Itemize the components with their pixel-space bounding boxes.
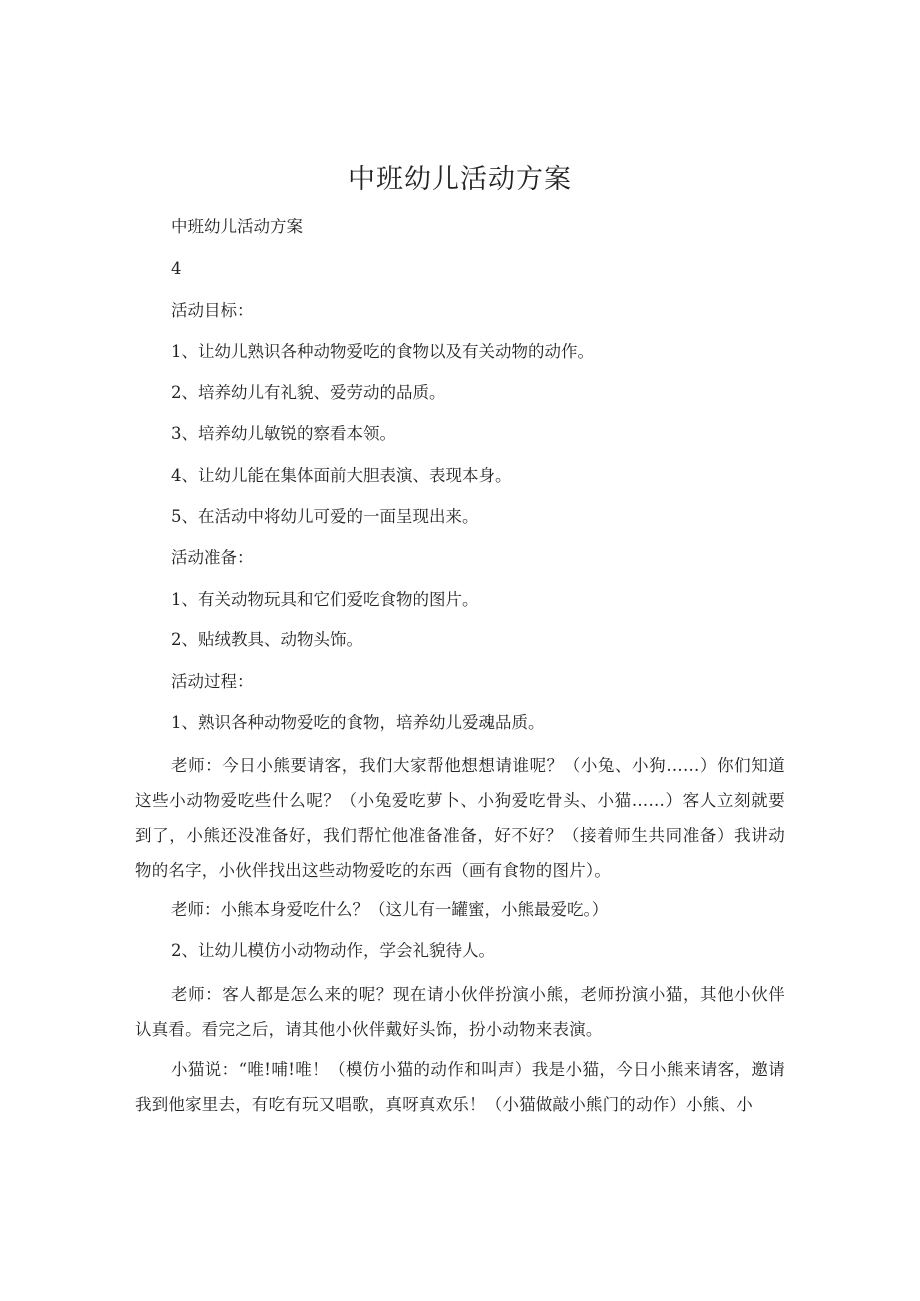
document-title: 中班幼儿活动方案	[348, 164, 572, 195]
process-heading: 活动过程：	[171, 672, 254, 691]
goal-item: 1、让幼儿熟识各种动物爱吃的食物以及有关动物的动作。	[171, 342, 594, 361]
goal-item: 4、让幼儿能在集体面前大胆表演、表现本身。	[171, 466, 512, 485]
goal-item: 2、培养幼儿有礼貌、爱劳动的品质。	[171, 383, 446, 402]
document-subtitle: 中班幼儿活动方案	[171, 217, 303, 236]
goals-heading: 活动目标：	[171, 301, 254, 320]
teacher-paragraph-3: 老师：客人都是怎么来的呢？现在请小伙伴扮演小熊，老师扮演小猫，其他小伙伴认真看。看完之后，请其他小伙伴戴好头饰，扮小动物来表演。	[135, 985, 785, 1039]
cat-paragraph: 小猫说：“唯!哺!唯！（模仿小猫的动作和叫声）我是小猫，今日小熊来请客，邀请我到他家里去，有吃有玩又唱歌，真呀真欢乐！（小猫做敲小熊门的动作）小熊、小	[135, 1060, 785, 1114]
teacher-paragraph-2: 老师：小熊本身爱吃什么？（这儿有一罐蜜，小熊最爱吃。）	[171, 900, 609, 919]
process-step-1: 1、熟识各种动物爱吃的食物，培养幼儿爱魂品质。	[171, 713, 545, 732]
goal-item: 5、在活动中将幼儿可爱的一面呈现出来。	[171, 507, 479, 526]
teacher-paragraph-1: 老师：今日小熊要请客，我们大家帮他想想请谁呢？（小兔、小狗……）你们知道这些小动物爱吃些什么呢？（小兔爱吃萝卜、小狗爱吃骨头、小猫……）客人立刻就要到了，小熊还没准备好，我们帮忙他准备准备，好不好？（接着师生共同准备）我讲动物的名字，小伙伴找出这些动物爱吃的东西（画有食物的图片）。	[135, 756, 785, 880]
process-step-2: 2、让幼儿模仿小动物动作，学会礼貌待人。	[171, 941, 495, 960]
prep-item: 1、有关动物玩具和它们爱吃食物的图片。	[171, 590, 479, 609]
document-number: 4	[171, 259, 182, 278]
goal-item: 3、培养幼儿敏锐的察看本领。	[171, 424, 396, 443]
prep-item: 2、贴绒教具、动物头饰。	[171, 630, 363, 649]
prep-heading: 活动准备：	[171, 548, 254, 567]
